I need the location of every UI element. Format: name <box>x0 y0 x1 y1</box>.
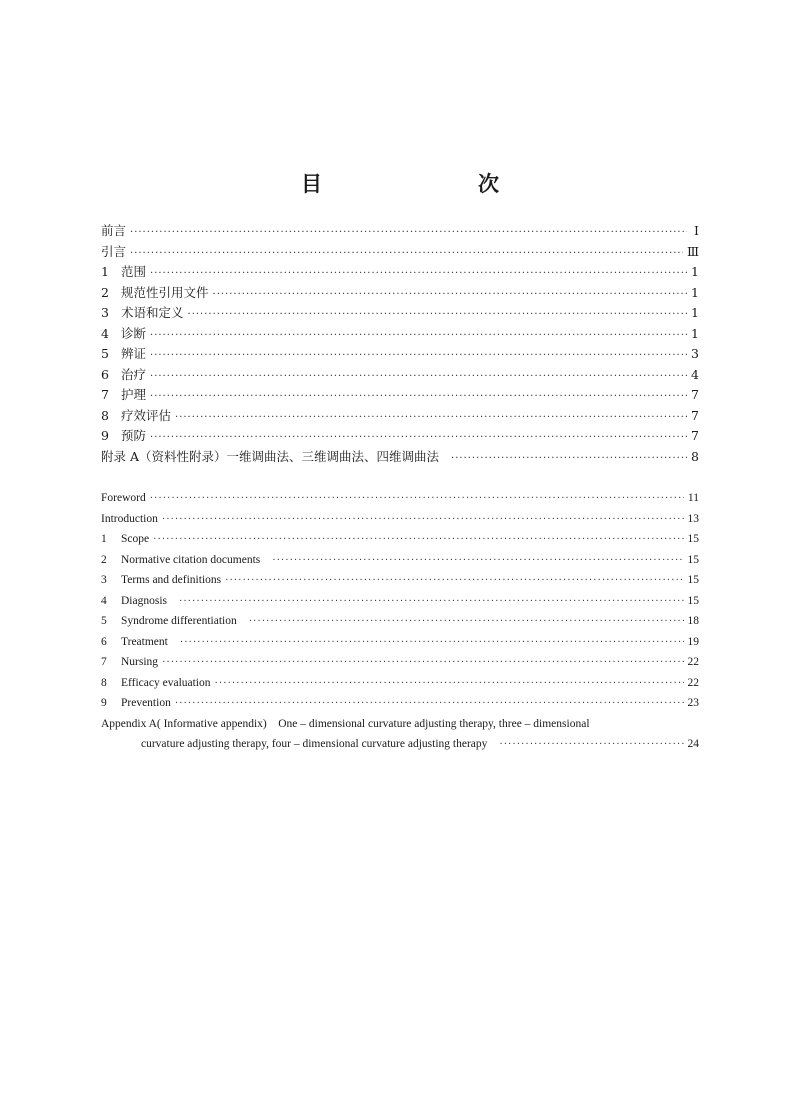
toc-entry[interactable] <box>101 426 699 447</box>
toc-entry-label: 附录 A（资料性附录）一维调曲法、三维调曲法、四维调曲法 <box>101 448 440 464</box>
toc-entry-number: 4 <box>101 594 107 607</box>
toc-entry[interactable] <box>101 262 699 283</box>
toc-entry-number: 7 <box>101 656 107 668</box>
dot-leader <box>215 674 684 695</box>
toc-entry-page: 7 <box>691 407 699 423</box>
toc-entry-number: 5 <box>101 346 109 361</box>
toc-entry-number: 6 <box>101 366 109 382</box>
toc-entry-number: 8 <box>101 407 109 423</box>
dot-leader <box>180 633 684 654</box>
toc-entry-label: 护理 <box>121 387 147 402</box>
toc-entry-number: 6 <box>101 635 107 648</box>
toc-entry[interactable] <box>101 242 699 263</box>
toc-entry-page: Ⅰ <box>694 223 699 238</box>
toc-entry[interactable] <box>101 632 699 653</box>
toc-entry[interactable] <box>101 529 699 550</box>
toc-entry[interactable] <box>101 673 699 694</box>
toc-entry-number: 3 <box>101 305 109 320</box>
toc-entry[interactable] <box>101 365 699 386</box>
dot-leader <box>272 551 683 572</box>
toc-entry-number: 3 <box>101 574 107 586</box>
toc-entry-appendix-line2[interactable] <box>101 734 699 755</box>
toc-entry-page: 1 <box>691 264 699 279</box>
toc-entry-number: 7 <box>101 387 109 402</box>
toc-entry[interactable] <box>101 550 699 571</box>
toc-entry-label: Treatment <box>121 635 168 648</box>
dot-leader <box>225 571 683 592</box>
toc-entry-page: 13 <box>687 512 699 525</box>
toc-entry[interactable] <box>101 344 699 365</box>
toc-entry-page: 23 <box>687 697 699 709</box>
toc-entry-label: 预防 <box>121 428 147 443</box>
dot-leader <box>150 387 687 408</box>
toc-entry-label: Scope <box>121 533 150 545</box>
toc-entry-label: Appendix A( Informative appendix) One – dimensional curvature adjusting therapy, three – dimensional <box>101 717 590 730</box>
toc-entry-page: 15 <box>687 553 699 566</box>
toc-entry[interactable] <box>101 221 699 242</box>
toc-entry-page: 4 <box>691 366 699 382</box>
toc-entry-label: 引言 <box>101 243 127 259</box>
dot-leader <box>150 367 687 388</box>
dot-leader <box>150 428 687 449</box>
toc-entry-label: 规范性引用文件 <box>121 284 209 300</box>
toc-entry-page: 1 <box>691 325 699 341</box>
toc-entry-number: 9 <box>101 428 109 443</box>
toc-entry-label: 治疗 <box>121 366 147 382</box>
toc-entry-label: curvature adjusting therapy, four – dimensional curvature adjusting therapy <box>141 738 488 750</box>
toc-entry-label: Efficacy evaluation <box>121 676 211 689</box>
toc-entry-label: Terms and definitions <box>121 574 222 586</box>
toc-entry-number: 5 <box>101 615 107 627</box>
toc-entry[interactable] <box>101 591 699 612</box>
toc-entry[interactable] <box>101 488 699 509</box>
toc-entry-page: Ⅲ <box>686 243 699 259</box>
toc-entry-label: 范围 <box>121 264 147 279</box>
toc-entry-page: 18 <box>687 615 699 627</box>
dot-leader <box>162 653 683 674</box>
toc-entry-label: Prevention <box>121 697 171 709</box>
dot-leader <box>175 408 687 429</box>
toc-entry-label: Foreword <box>101 492 146 504</box>
toc-entry-page: 7 <box>691 387 699 402</box>
toc-entry-number: 8 <box>101 676 107 689</box>
toc-entry-appendix[interactable] <box>101 447 699 468</box>
toc-entry[interactable] <box>101 509 699 530</box>
toc-entry-label: 术语和定义 <box>121 305 184 320</box>
toc-entry-page: 19 <box>687 635 699 648</box>
dot-leader <box>499 735 683 756</box>
dot-leader <box>153 530 683 551</box>
dot-leader <box>179 592 684 613</box>
toc-entry[interactable] <box>101 406 699 427</box>
toc-entry-label: Nursing <box>121 656 159 668</box>
toc-entry-number: 4 <box>101 325 109 341</box>
dot-leader <box>130 244 683 265</box>
dot-leader <box>150 489 684 510</box>
toc-entry-label: 诊断 <box>121 325 147 341</box>
toc-entry-page: 7 <box>691 428 699 443</box>
dot-leader <box>249 612 684 633</box>
toc-entry-page: 15 <box>687 594 699 607</box>
toc-entry[interactable] <box>101 324 699 345</box>
toc-entry-number: 1 <box>101 264 109 279</box>
toc-entry-page: 15 <box>687 574 699 586</box>
toc-entry-number: 2 <box>101 284 109 300</box>
dot-leader <box>130 223 687 244</box>
toc-entry-number: 2 <box>101 553 107 566</box>
toc-entry[interactable] <box>101 385 699 406</box>
toc-entry-page: 1 <box>691 284 699 300</box>
toc-entry-page: 8 <box>691 448 699 464</box>
toc-english <box>101 488 699 755</box>
dot-leader <box>150 326 687 347</box>
toc-entry[interactable] <box>101 283 699 304</box>
toc-entry-number: 1 <box>101 533 107 545</box>
toc-entry-page: 22 <box>687 676 699 689</box>
toc-chinese <box>101 221 699 467</box>
dot-leader <box>451 449 687 470</box>
toc-entry-page: 3 <box>691 346 699 361</box>
toc-entry-number: 9 <box>101 697 107 709</box>
toc-entry-label: 疗效评估 <box>121 407 172 423</box>
toc-entry[interactable] <box>101 303 699 324</box>
dot-leader <box>188 305 687 326</box>
toc-entry-page: 24 <box>687 738 699 750</box>
toc-entry-appendix-line1[interactable] <box>101 714 699 735</box>
toc-entry-label: 前言 <box>101 223 127 238</box>
toc-entry-label: Syndrome differentiation <box>121 615 237 627</box>
dot-leader <box>175 694 684 715</box>
toc-entry-label: Diagnosis <box>121 594 167 607</box>
toc-entry-label: Normative citation documents <box>121 553 261 566</box>
toc-entry-page: 22 <box>687 656 699 668</box>
toc-entry[interactable] <box>101 570 699 591</box>
toc-entry-page: 15 <box>687 533 699 545</box>
dot-leader <box>150 264 687 285</box>
dot-leader <box>213 285 687 306</box>
page-title: 目 次 <box>301 172 537 196</box>
toc-entry-page: 11 <box>687 492 699 504</box>
dot-leader <box>150 346 687 367</box>
toc-entry-page: 1 <box>691 305 699 320</box>
toc-entry[interactable] <box>101 652 699 673</box>
toc-entry[interactable] <box>101 611 699 632</box>
toc-entry[interactable] <box>101 693 699 714</box>
dot-leader <box>162 510 684 531</box>
toc-entry-label: 辨证 <box>121 346 147 361</box>
toc-entry-label: Introduction <box>101 512 158 525</box>
